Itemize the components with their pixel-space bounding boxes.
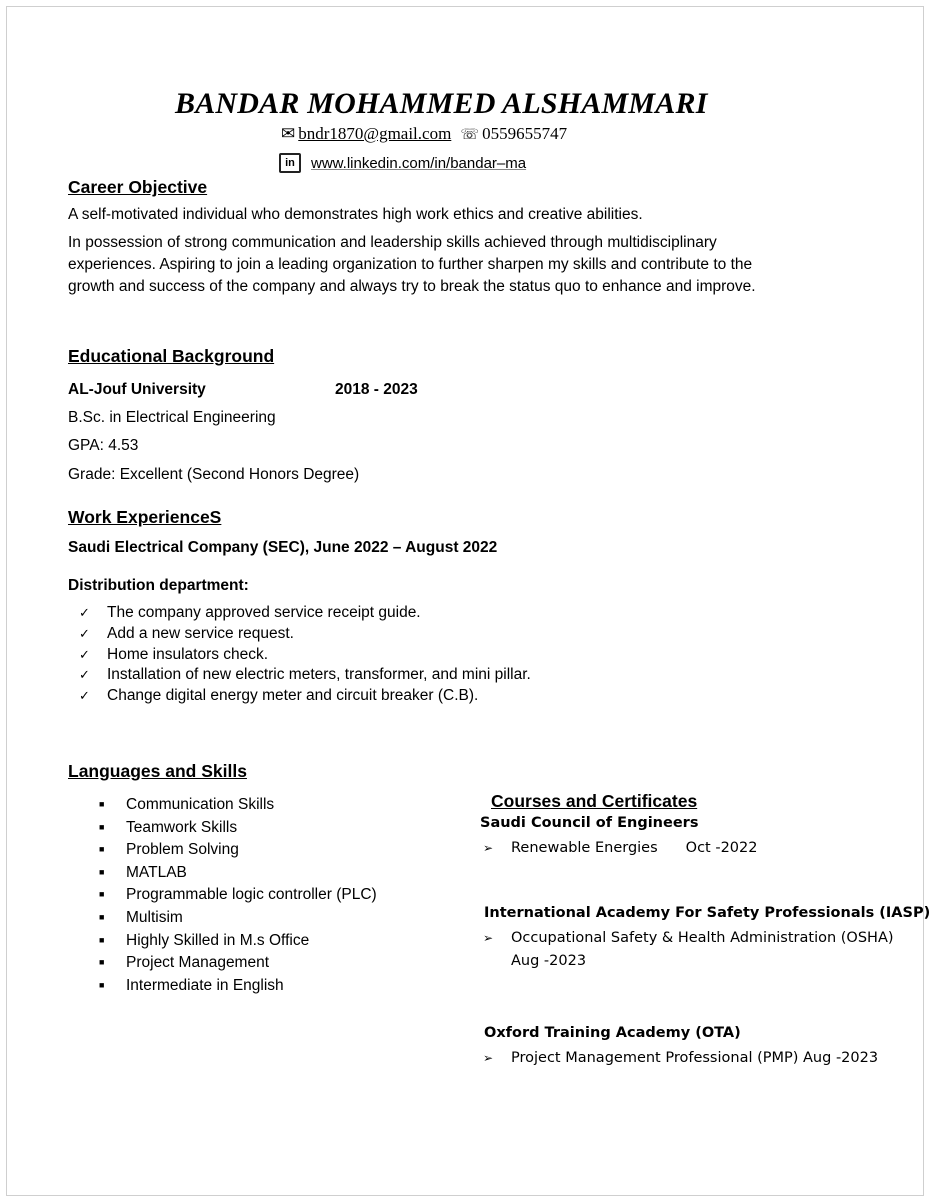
work-department: Distribution department:	[68, 577, 249, 594]
linkedin-row	[279, 153, 526, 173]
candidate-name: BANDAR MOHAMMED ALSHAMMARI	[175, 87, 708, 120]
contact-line	[281, 124, 567, 144]
course-name: Project Management Professional (PMP) Aug -2023	[511, 1050, 879, 1066]
course-org: Oxford Training Academy (OTA)	[484, 1025, 741, 1041]
list-item	[79, 646, 531, 667]
square-bullet-icon: ■	[99, 821, 105, 832]
list-item	[99, 796, 377, 819]
checkmark-icon: ✓	[79, 667, 90, 683]
square-bullet-icon: ■	[99, 979, 105, 990]
phone-number: 0559655747	[482, 124, 568, 143]
checkmark-icon: ✓	[79, 605, 90, 620]
skill-text: Problem Solving	[126, 841, 239, 859]
course-date: Oct -2022	[685, 840, 758, 856]
course-item	[483, 840, 757, 856]
career-objective-heading: Career Objective	[68, 177, 208, 197]
list-item	[99, 841, 377, 864]
list-item	[79, 625, 531, 646]
arrowhead-icon: ➢	[483, 841, 494, 855]
university-name: AL-Jouf University	[68, 381, 206, 398]
task-text: Installation of new electric meters, transformer, and mini pillar.	[107, 666, 531, 684]
email-link[interactable]: bndr1870@gmail.com	[298, 124, 452, 143]
skills-list	[99, 796, 377, 999]
career-objective-paragraph: In possession of strong communication and leadership skills achieved through multidisciplinary experiences. Aspiring to join a leading organization to further sharpen my skills and contribute to the growth and success of the company and always try to break the status quo to enhance and improve.	[68, 234, 756, 295]
list-item	[99, 932, 377, 955]
skill-text: Intermediate in English	[126, 976, 284, 994]
skill-text: MATLAB	[126, 863, 187, 881]
skill-text: Multisim	[126, 908, 183, 926]
course-name: Occupational Safety & Health Administration (OSHA)	[511, 930, 894, 946]
square-bullet-icon: ■	[99, 799, 105, 809]
education-heading: Educational Background	[68, 346, 275, 366]
skill-text: Teamwork Skills	[126, 818, 238, 836]
skill-text: Communication Skills	[126, 796, 275, 813]
list-item	[99, 886, 377, 909]
linkedin-link[interactable]: www.linkedin.com/in/bandar–ma	[311, 154, 527, 172]
arrowhead-icon: ➢	[483, 931, 494, 945]
list-item	[99, 864, 377, 887]
list-item	[99, 909, 377, 932]
checkmark-icon: ✓	[79, 625, 90, 641]
arrowhead-icon: ➢	[483, 1051, 494, 1065]
resume-page	[6, 6, 931, 1196]
work-tasks	[79, 604, 531, 708]
course-item	[483, 930, 894, 946]
course-item	[483, 1050, 878, 1066]
degree: B.Sc. in Electrical Engineering	[68, 409, 276, 426]
square-bullet-icon: ■	[99, 889, 105, 900]
courses-heading: Courses and Certificates	[491, 791, 698, 811]
work-heading: Work ExperienceS	[68, 507, 222, 527]
list-item	[79, 687, 531, 708]
task-text: Home insulators check.	[107, 645, 269, 663]
square-bullet-icon: ■	[99, 866, 105, 877]
checkmark-icon: ✓	[79, 688, 90, 704]
list-item	[79, 604, 531, 625]
work-company: Saudi Electrical Company (SEC), June 2022 – August 2022	[68, 539, 498, 556]
list-item	[99, 819, 377, 842]
square-bullet-icon: ■	[99, 934, 105, 945]
course-name: Renewable Energies	[511, 840, 658, 856]
task-text: The company approved service receipt guide.	[107, 604, 421, 621]
task-text: Add a new service request.	[107, 624, 294, 642]
phone-icon: ☏	[460, 126, 480, 143]
course-date: Aug -2023	[511, 953, 587, 969]
gpa: GPA: 4.53	[68, 437, 139, 454]
education-years: 2018 - 2023	[335, 381, 418, 398]
linkedin-icon: in	[279, 153, 301, 173]
checkmark-icon: ✓	[79, 646, 90, 662]
career-objective-line: A self-motivated individual who demonstrates high work ethics and creative abilities.	[68, 206, 643, 223]
course-org: International Academy For Safety Professionals (IASP)	[484, 905, 931, 921]
square-bullet-icon: ■	[99, 844, 105, 855]
grade: Grade: Excellent (Second Honors Degree)	[68, 466, 360, 483]
list-item	[99, 954, 377, 977]
square-bullet-icon: ■	[99, 957, 105, 968]
list-item	[99, 977, 377, 1000]
skills-heading: Languages and Skills	[68, 761, 247, 781]
skill-text: Highly Skilled in M.s Office	[126, 931, 310, 949]
list-item	[79, 666, 531, 687]
skill-text: Project Management	[126, 954, 270, 972]
skill-text: Programmable logic controller (PLC)	[126, 886, 377, 904]
envelope-icon: ✉	[281, 124, 296, 143]
course-org: Saudi Council of Engineers	[480, 815, 699, 831]
task-text: Change digital energy meter and circuit breaker (C.B).	[107, 687, 479, 705]
square-bullet-icon: ■	[99, 911, 105, 922]
